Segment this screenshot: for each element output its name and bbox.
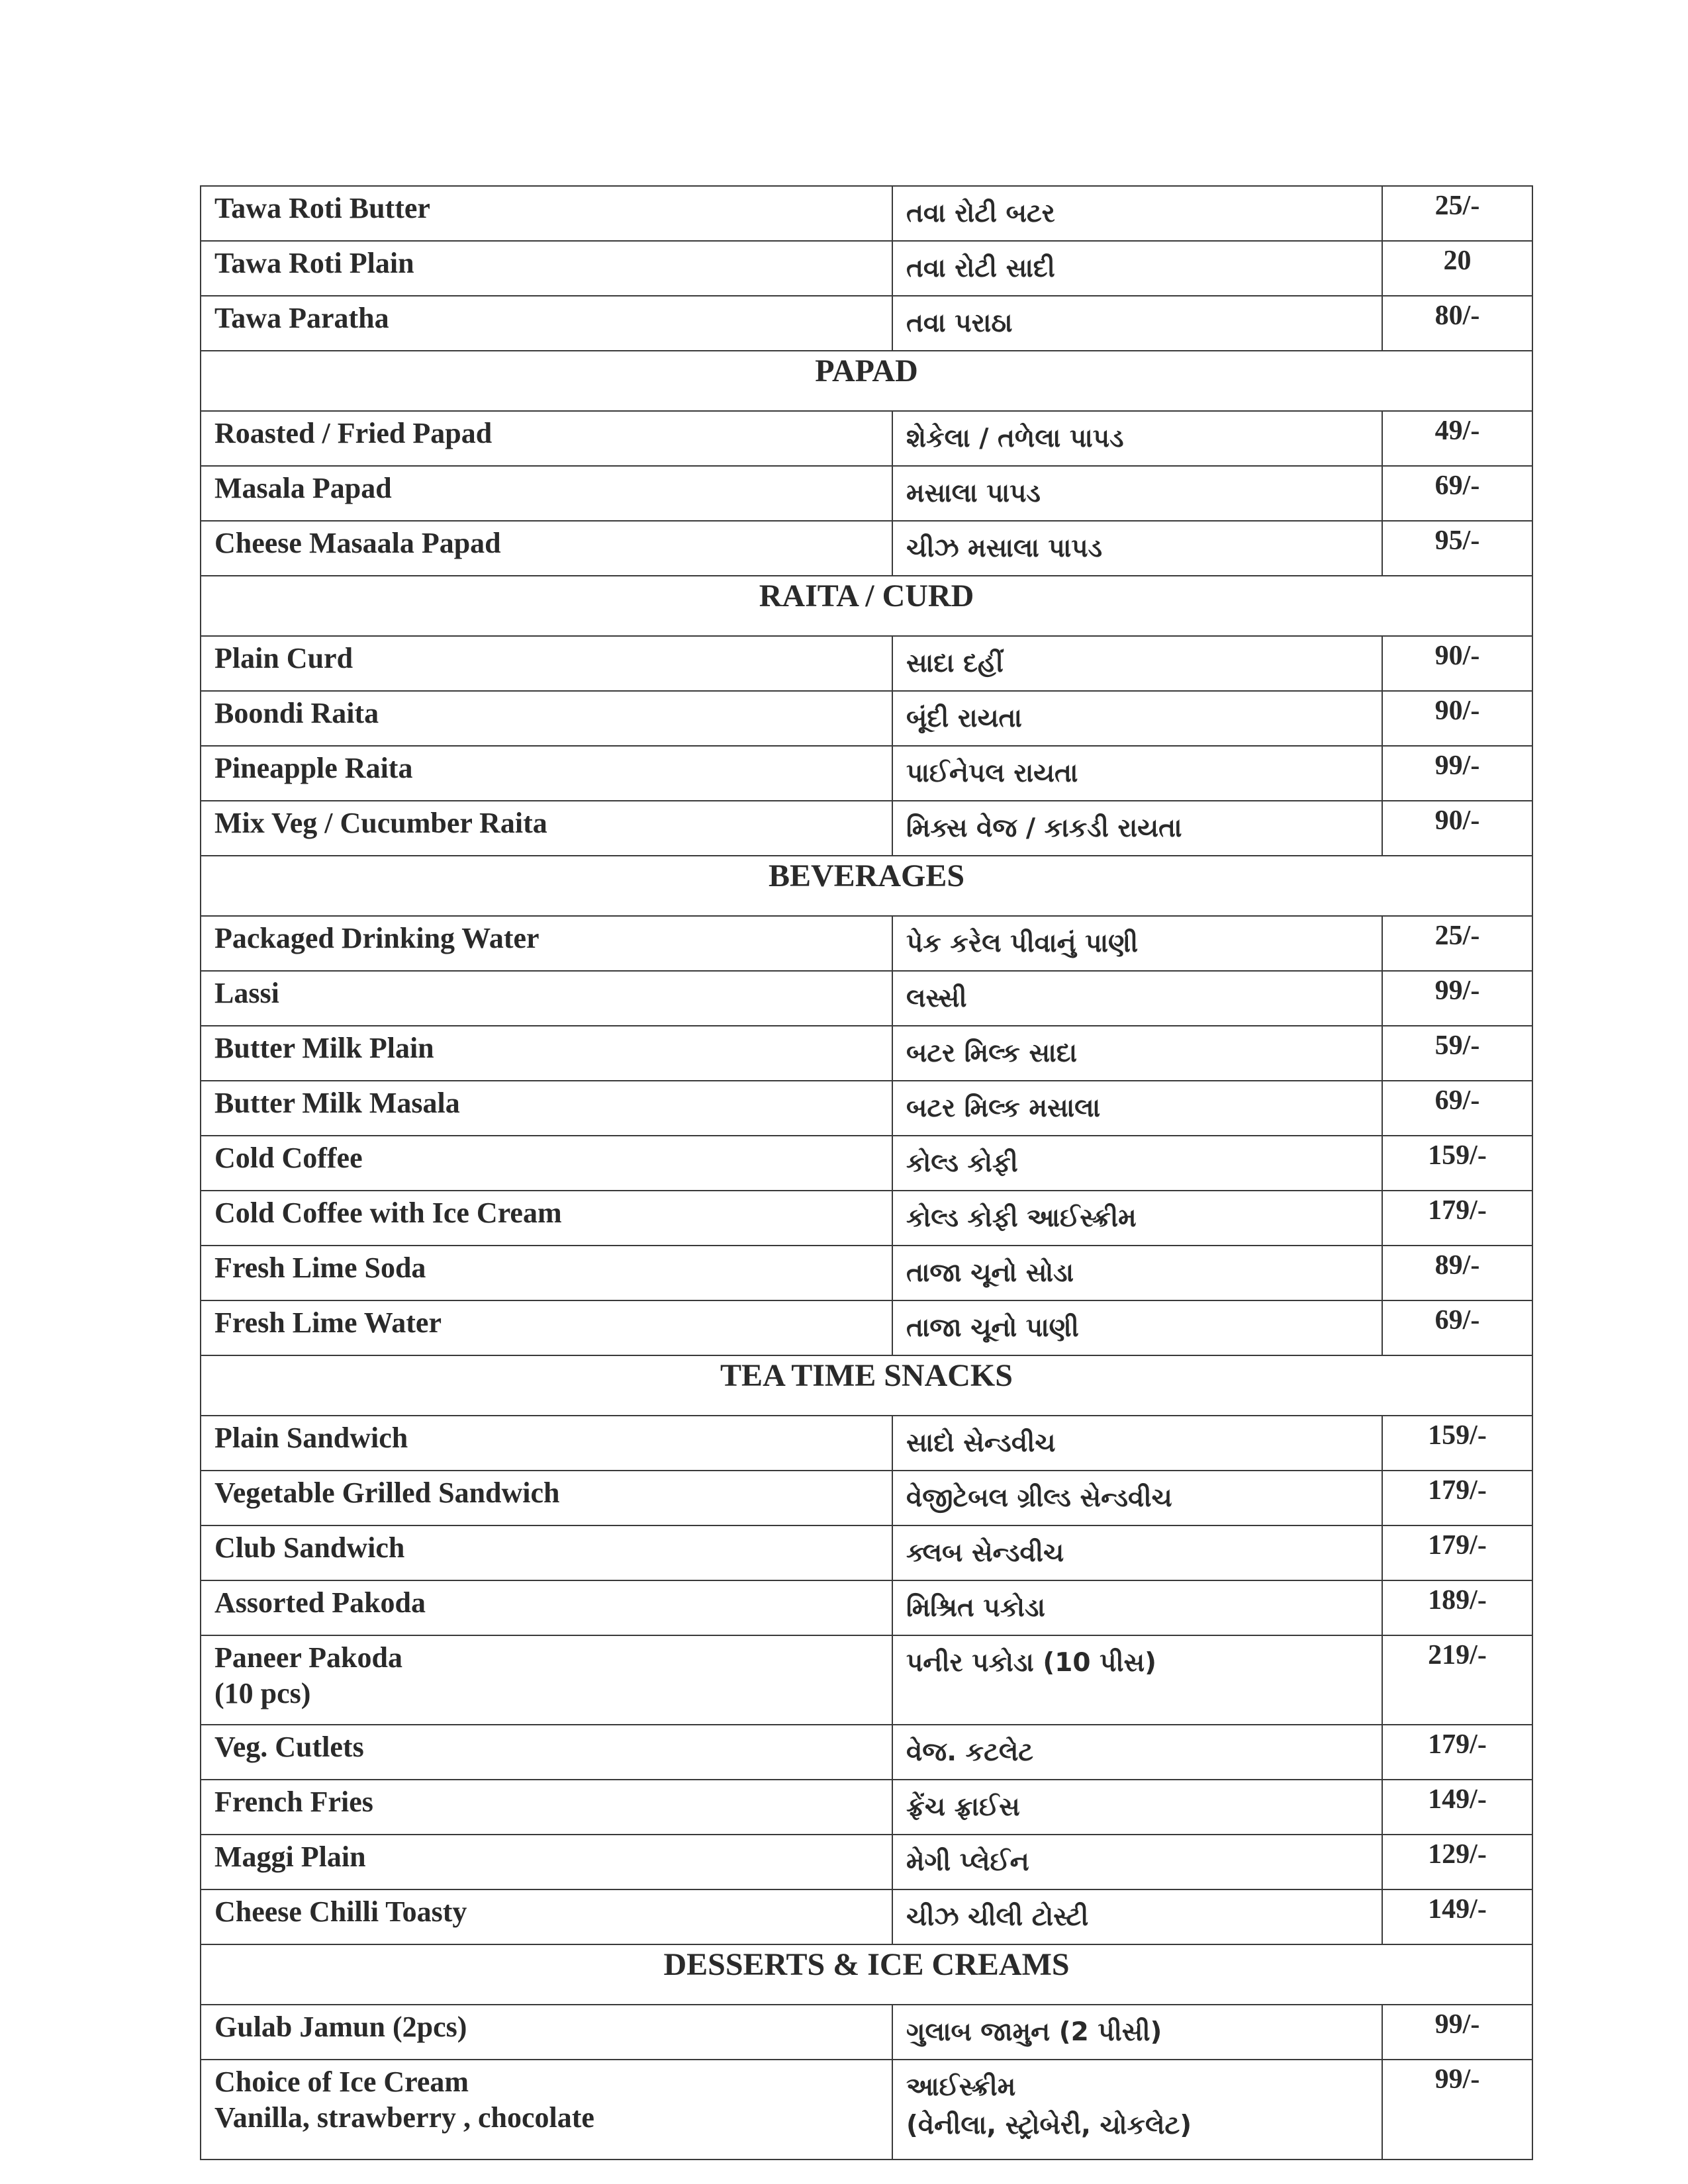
item-name-english: Boondi Raita: [201, 691, 892, 746]
item-price: 89/-: [1382, 1246, 1532, 1300]
item-name-gujarati: વેજીટેબલ ગ્રીલ્ડ સેન્ડવીચ: [892, 1471, 1382, 1525]
menu-item-row: [201, 1136, 1532, 1191]
item-name-english: Veg. Cutlets: [201, 1725, 892, 1780]
item-name-gujarati: પાઈનેપલ રાયતા: [892, 746, 1382, 801]
item-name-english: Plain Sandwich: [201, 1416, 892, 1471]
section-header-row: [201, 351, 1532, 411]
item-name-gujarati: મેગી પ્લેઈન: [892, 1835, 1382, 1889]
item-name-english: Tawa Paratha: [201, 296, 892, 351]
item-price: 95/-: [1382, 521, 1532, 576]
item-name-english: Choice of Ice Cream Vanilla, strawberry , chocolate: [201, 2060, 892, 2160]
menu-body: [201, 186, 1532, 2160]
menu-item-row: [201, 2060, 1532, 2160]
menu-item-row: [201, 1580, 1532, 1635]
item-name-gujarati: સાદો સેન્ડવીચ: [892, 1416, 1382, 1471]
section-title: DESSERTS & ICE CREAMS: [663, 1947, 1070, 1982]
item-name-english: Gulab Jamun (2pcs): [201, 2005, 892, 2060]
item-price: 179/-: [1382, 1725, 1532, 1780]
item-name-gujarati: બટર મિલ્ક સાદા: [892, 1026, 1382, 1081]
item-name-gujarati: મસાલા પાપડ: [892, 466, 1382, 521]
item-price: 159/-: [1382, 1416, 1532, 1471]
item-price: 59/-: [1382, 1026, 1532, 1081]
menu-item-row: [201, 1300, 1532, 1355]
section-header-row: [201, 1944, 1532, 2005]
item-name-gujarati: ગુલાબ જામુન (2 પીસી): [892, 2005, 1382, 2060]
item-name-english: Cold Coffee: [201, 1136, 892, 1191]
menu-item-row: [201, 1191, 1532, 1246]
item-name-english: Roasted / Fried Papad: [201, 411, 892, 466]
item-price: 69/-: [1382, 466, 1532, 521]
item-name-gujarati: સાદા દહીં: [892, 636, 1382, 691]
item-name-gujarati: તવા રોટી સાદી: [892, 241, 1382, 296]
item-name-english: Paneer Pakoda (10 pcs): [201, 1635, 892, 1725]
item-price: 49/-: [1382, 411, 1532, 466]
menu-item-row: [201, 241, 1532, 296]
menu-item-row: [201, 1246, 1532, 1300]
item-price: 219/-: [1382, 1635, 1532, 1725]
item-price: 90/-: [1382, 801, 1532, 856]
item-name-gujarati: આઈસ્ક્રીમ (વેનીલા, સ્ટ્રોબેરી, ચોકલેટ): [892, 2060, 1382, 2160]
item-price: 179/-: [1382, 1191, 1532, 1246]
menu-item-row: [201, 1026, 1532, 1081]
item-price: 149/-: [1382, 1780, 1532, 1835]
item-price: 179/-: [1382, 1471, 1532, 1525]
item-price: 69/-: [1382, 1081, 1532, 1136]
item-name-english: Cold Coffee with Ice Cream: [201, 1191, 892, 1246]
item-name-english: Packaged Drinking Water: [201, 916, 892, 971]
menu-item-row: [201, 691, 1532, 746]
item-price: 129/-: [1382, 1835, 1532, 1889]
item-name-english: Tawa Roti Plain: [201, 241, 892, 296]
menu-item-row: [201, 801, 1532, 856]
item-name-english: Lassi: [201, 971, 892, 1026]
item-price: 99/-: [1382, 2005, 1532, 2060]
item-name-english: Vegetable Grilled Sandwich: [201, 1471, 892, 1525]
item-price: 20: [1382, 241, 1532, 296]
section-title: BEVERAGES: [768, 858, 965, 893]
item-name-english: French Fries: [201, 1780, 892, 1835]
menu-item-row: [201, 1835, 1532, 1889]
item-price: 99/-: [1382, 971, 1532, 1026]
item-name-gujarati: ચીઝ મસાલા પાપડ: [892, 521, 1382, 576]
item-name-gujarati: મિશ્રિત પકોડા: [892, 1580, 1382, 1635]
section-header-row: [201, 576, 1532, 636]
item-name-english: Tawa Roti Butter: [201, 186, 892, 241]
menu-item-row: [201, 1725, 1532, 1780]
item-name-gujarati: પનીર પકોડા (10 પીસ): [892, 1635, 1382, 1725]
item-price: 149/-: [1382, 1889, 1532, 1944]
section-title-cell: [201, 576, 1532, 636]
menu-item-row: [201, 1635, 1532, 1725]
item-price: 25/-: [1382, 186, 1532, 241]
item-name-english: Pineapple Raita: [201, 746, 892, 801]
item-price: 99/-: [1382, 746, 1532, 801]
item-name-gujarati: ફ્રેંચ ફ્રાઈસ: [892, 1780, 1382, 1835]
menu-item-row: [201, 1416, 1532, 1471]
item-name-gujarati: લસ્સી: [892, 971, 1382, 1026]
menu-item-row: [201, 916, 1532, 971]
item-name-english: Butter Milk Masala: [201, 1081, 892, 1136]
item-name-gujarati: બૂંદી રાયતા: [892, 691, 1382, 746]
menu-item-row: [201, 411, 1532, 466]
item-name-gujarati: તાજા ચૂનો સોડા: [892, 1246, 1382, 1300]
item-name-gujarati: તવા પરાઠા: [892, 296, 1382, 351]
item-name-gujarati: ચીઝ ચીલી ટોસ્ટી: [892, 1889, 1382, 1944]
item-price: 90/-: [1382, 691, 1532, 746]
item-price: 159/-: [1382, 1136, 1532, 1191]
section-title-cell: [201, 856, 1532, 916]
item-name-english: Maggi Plain: [201, 1835, 892, 1889]
item-name-gujarati: બટર મિલ્ક મસાલા: [892, 1081, 1382, 1136]
section-title: RAITA / CURD: [759, 578, 974, 614]
menu-item-row: [201, 186, 1532, 241]
section-title-cell: [201, 1355, 1532, 1416]
menu-item-row: [201, 1081, 1532, 1136]
menu-item-row: [201, 466, 1532, 521]
item-name-gujarati: ક્લબ સેન્ડવીચ: [892, 1525, 1382, 1580]
section-title-cell: [201, 351, 1532, 411]
item-name-gujarati: શેકેલા / તળેલા પાપડ: [892, 411, 1382, 466]
item-name-gujarati: વેજ. કટલેટ: [892, 1725, 1382, 1780]
item-name-english: Club Sandwich: [201, 1525, 892, 1580]
section-title: TEA TIME SNACKS: [720, 1358, 1013, 1393]
menu-item-row: [201, 1780, 1532, 1835]
item-price: 90/-: [1382, 636, 1532, 691]
section-header-row: [201, 1355, 1532, 1416]
section-header-row: [201, 856, 1532, 916]
menu-item-row: [201, 1525, 1532, 1580]
item-name-gujarati: મિક્સ વેજ / કાકડી રાયતા: [892, 801, 1382, 856]
menu-table: [200, 185, 1533, 2160]
section-title-cell: [201, 1944, 1532, 2005]
menu-item-row: [201, 636, 1532, 691]
item-name-gujarati: તવા રોટી બટર: [892, 186, 1382, 241]
item-name-gujarati: કોલ્ડ કોફી આઈસ્ક્રીમ: [892, 1191, 1382, 1246]
item-name-english: Cheese Chilli Toasty: [201, 1889, 892, 1944]
item-name-english: Fresh Lime Water: [201, 1300, 892, 1355]
menu-item-row: [201, 1889, 1532, 1944]
item-price: 25/-: [1382, 916, 1532, 971]
menu-item-row: [201, 746, 1532, 801]
item-name-english: Assorted Pakoda: [201, 1580, 892, 1635]
item-name-gujarati: પેક કરેલ પીવાનું પાણી: [892, 916, 1382, 971]
item-name-english: Masala Papad: [201, 466, 892, 521]
menu-item-row: [201, 296, 1532, 351]
item-name-english: Cheese Masaala Papad: [201, 521, 892, 576]
item-name-gujarati: કોલ્ડ કોફી: [892, 1136, 1382, 1191]
menu-item-row: [201, 521, 1532, 576]
item-price: 179/-: [1382, 1525, 1532, 1580]
menu-item-row: [201, 1471, 1532, 1525]
item-name-english: Mix Veg / Cucumber Raita: [201, 801, 892, 856]
item-price: 69/-: [1382, 1300, 1532, 1355]
menu-item-row: [201, 2005, 1532, 2060]
item-name-gujarati: તાજા ચૂનો પાણી: [892, 1300, 1382, 1355]
item-price: 99/-: [1382, 2060, 1532, 2160]
item-name-english: Fresh Lime Soda: [201, 1246, 892, 1300]
item-name-english: Plain Curd: [201, 636, 892, 691]
menu-item-row: [201, 971, 1532, 1026]
item-price: 189/-: [1382, 1580, 1532, 1635]
section-title: PAPAD: [815, 353, 918, 388]
item-price: 80/-: [1382, 296, 1532, 351]
item-name-english: Butter Milk Plain: [201, 1026, 892, 1081]
